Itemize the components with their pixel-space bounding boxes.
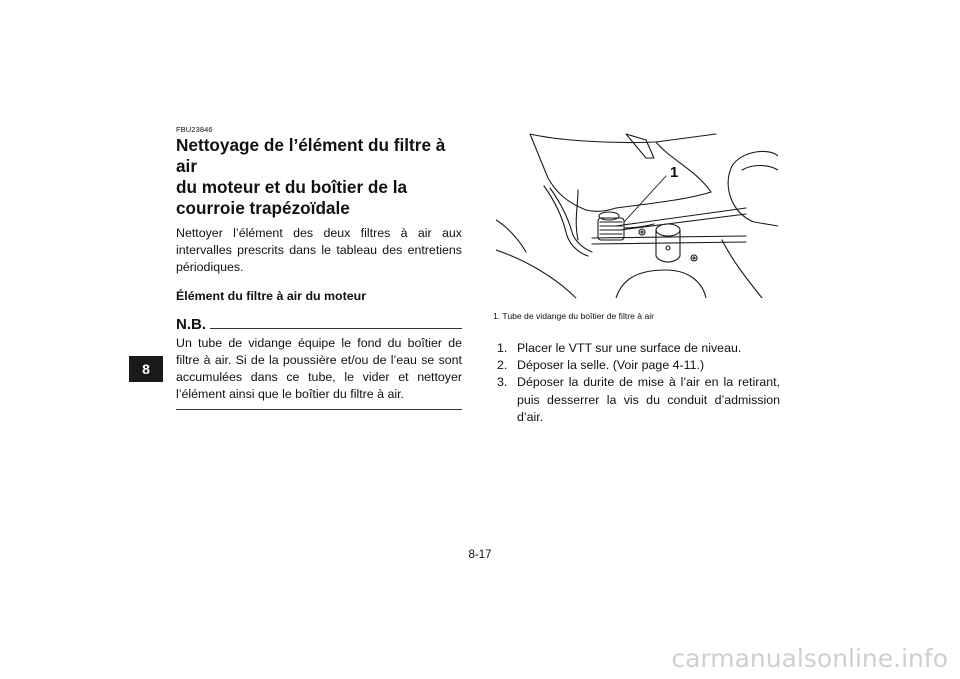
figure-caption: 1. Tube de vidange du boîtier de filtre à air bbox=[493, 311, 654, 321]
step-text: Déposer la durite de mise à l’air en la retirant, puis desserrer la vis du conduit d’admission d’air. bbox=[517, 375, 780, 424]
section-title-line-1: Nettoyage de l’élément du filtre à air bbox=[176, 135, 446, 176]
list-item bbox=[497, 340, 780, 357]
steps-list bbox=[497, 340, 780, 426]
section-code: FBU23846 bbox=[176, 125, 213, 134]
step-text: Placer le VTT sur une surface de niveau. bbox=[517, 341, 742, 355]
step-number: 2. bbox=[497, 358, 508, 373]
note-header bbox=[176, 317, 462, 332]
chapter-tab: 8 bbox=[129, 356, 163, 382]
step-number: 1. bbox=[497, 341, 508, 355]
note-rule bbox=[210, 328, 462, 329]
watermark: carmanualsonline.info bbox=[671, 644, 948, 673]
note-end-rule bbox=[176, 409, 462, 410]
note-text: Un tube de vidange équipe le fond du boîtier de filtre à air. Si de la poussière et/ou de l’eau se sont accumulées dans ce tube, le vider et nettoyer l’élément ainsi que le boîtier du filtre à air. bbox=[176, 335, 462, 402]
intro-paragraph: Nettoyer l’élément des deux filtres à air aux intervalles prescrits dans le tableau des entretiens périodiques. bbox=[176, 226, 462, 275]
section-title-line-2: du moteur et du boîtier de la bbox=[176, 177, 408, 197]
page-number: 8-17 bbox=[468, 549, 492, 561]
list-item bbox=[497, 357, 780, 374]
step-number: 3. bbox=[497, 375, 508, 390]
section-title-line-3: courroie trapézoïdale bbox=[176, 198, 350, 218]
step-text: Déposer la selle. (Voir page 4-11.) bbox=[517, 358, 705, 373]
callout-number: 1 bbox=[670, 164, 679, 181]
engine-illustration bbox=[496, 130, 778, 298]
left-column bbox=[176, 125, 462, 410]
list-item bbox=[497, 374, 780, 426]
subheading: Élément du filtre à air du moteur bbox=[176, 288, 367, 303]
section-title bbox=[176, 135, 462, 219]
note-label: N.B. bbox=[176, 315, 206, 333]
